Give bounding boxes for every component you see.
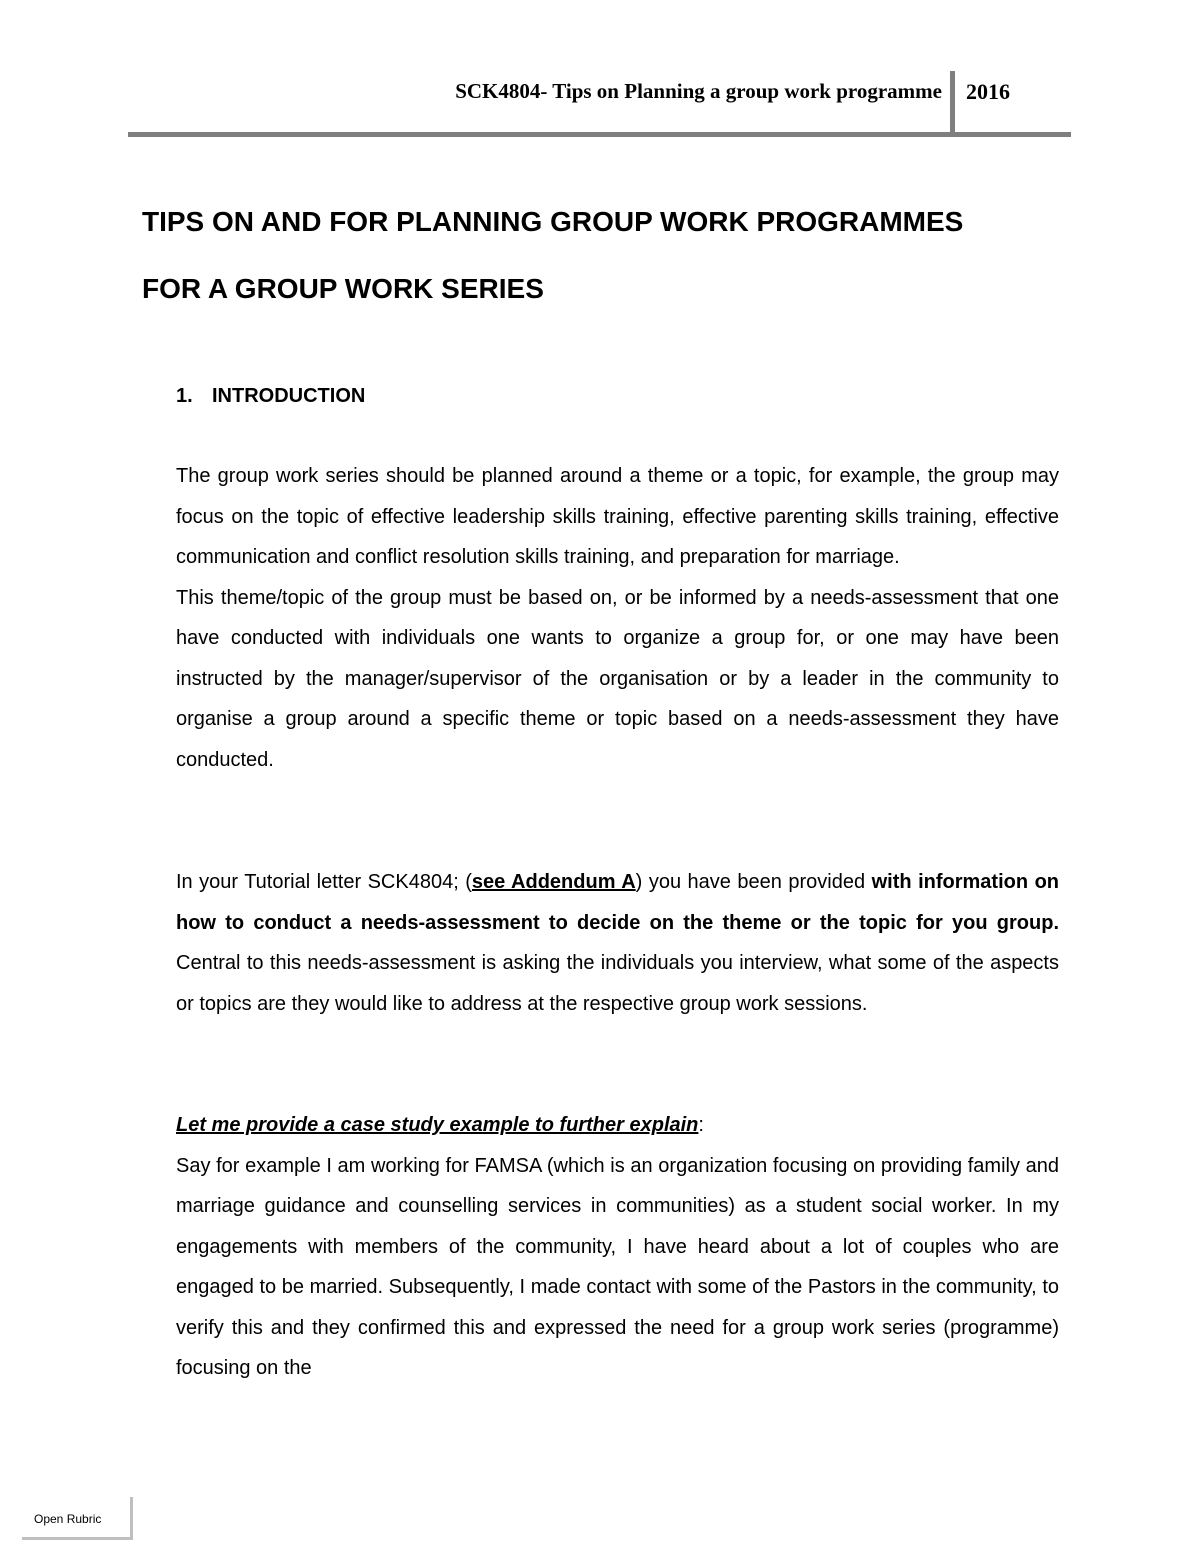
- addendum-a-link[interactable]: see Addendum A: [471, 871, 636, 893]
- section-heading-introduction: [176, 382, 365, 410]
- case-study-text: Say for example I am working for FAMSA (which is an organization focusing on providing family and marriage guidance and counselling services in communities) as a student social worker. In my engagements with members of the community, I have heard about a lot of couples who are engaged to be married. Subsequently, I made contact with some of the Pastors in the community, to verify this and they confirmed this and expressed the need for a group work series (programme) focusing on the: [176, 1154, 1059, 1379]
- page-header: [0, 0, 1200, 140]
- case-study-heading: Let me provide a case study example to further explain: [176, 1114, 699, 1136]
- section-title: INTRODUCTION: [212, 385, 366, 407]
- tutorial-letter-paragraph: [176, 862, 1059, 1024]
- header-divider: [950, 71, 955, 133]
- document-title-line1: TIPS ON AND FOR PLANNING GROUP WORK PROGRAMMES: [142, 206, 964, 237]
- header-year: 2016: [966, 79, 1010, 104]
- tutorial-bold-text: with information on how to conduct a needs-assessment to decide on the theme or the topic for you group.: [176, 871, 1060, 934]
- header-course-title: SCK4804- Tips on Planning a group work programme: [455, 79, 942, 103]
- paragraph-needs-assessment: This theme/topic of the group must be based on, or be informed by a needs-assessment that one have conducted with individuals one wants to organize a group for, or one may have been instructed by the manager/supervisor of the organisation or by a leader in the community to organise a group around a specific theme or topic based on a needs-assessment they have conducted.: [176, 586, 1059, 771]
- introduction-paragraph: [176, 456, 1059, 780]
- tutorial-text-part1: In your Tutorial letter SCK4804; (: [176, 871, 472, 893]
- case-study-section: [176, 1105, 1059, 1389]
- section-number: 1.: [176, 385, 193, 407]
- document-title: [142, 188, 1060, 322]
- paragraph-theme-topic: The group work series should be planned around a theme or a topic, for example, the group may focus on the topic of effective leadership skills training, effective parenting skills training, effective communication and conflict resolution skills training, and preparation for marriage.: [176, 465, 1059, 568]
- tutorial-text-part2: ) you have been provided: [635, 871, 872, 893]
- case-study-colon: :: [698, 1114, 704, 1136]
- open-rubric-label[interactable]: Open Rubric: [34, 1512, 102, 1526]
- header-rule: [128, 132, 1071, 137]
- document-title-line2: FOR A GROUP WORK SERIES: [142, 273, 544, 304]
- tutorial-text-part3: Central to this needs-assessment is asking the individuals you interview, what some of the aspects or topics are they would like to address at the respective group work sessions.: [176, 952, 1059, 1015]
